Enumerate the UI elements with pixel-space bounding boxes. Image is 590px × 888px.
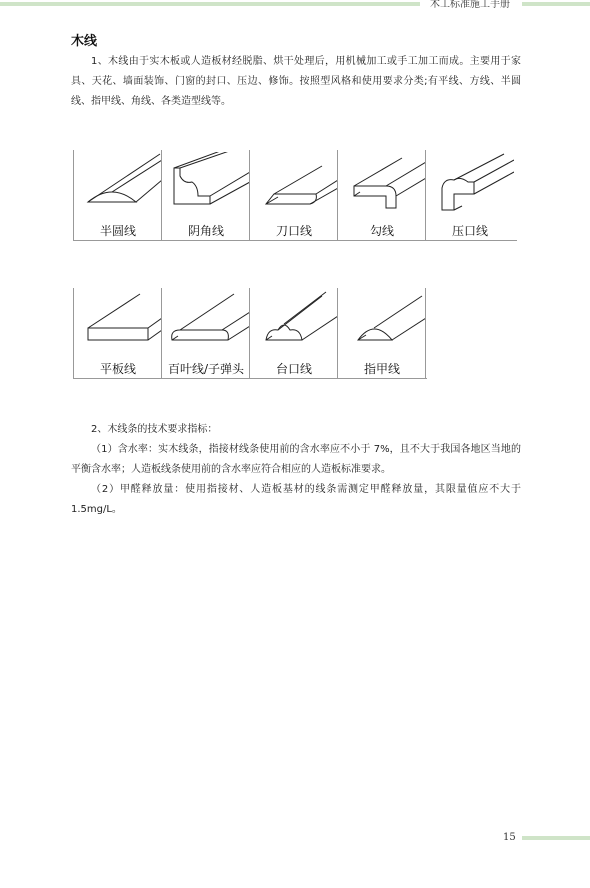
table-edge-profile-drawing — [252, 290, 338, 358]
half-round-profile-drawing — [76, 152, 162, 220]
knife-edge-profile-drawing — [252, 152, 338, 220]
profile-cell — [161, 150, 250, 240]
footer-rule — [522, 836, 590, 840]
profile-cell — [161, 288, 250, 378]
hook-profile-drawing — [340, 152, 426, 220]
press-edge-profile-drawing — [428, 152, 514, 220]
profile-label: 阴角线 — [187, 224, 224, 238]
profile-label: 刀口线 — [275, 224, 312, 238]
requirements-block — [71, 420, 521, 520]
fingernail-profile-drawing — [340, 290, 426, 358]
profile-cell — [73, 288, 162, 378]
requirements-title: 2、木线条的技术要求指标： — [91, 424, 218, 435]
profile-cell — [249, 288, 338, 378]
header-title: 木工标准施工手册 — [430, 0, 510, 10]
flat-profile-drawing — [76, 290, 162, 358]
cove-profile-drawing — [164, 152, 250, 220]
profile-cell — [337, 288, 426, 378]
profile-grid-row2-end — [425, 288, 426, 378]
intro-paragraph: 1、木线由于实木板或人造板材经脱脂、烘干处理后，用机械加工或手工加工而成。主要用于家具、天花、墙面装饰、门窗的封口、压边、修饰。按照型风格和使用要求分类;有平线、方线、半圆线、指甲线、角线、各类造型线等。 — [71, 56, 521, 107]
profile-label: 台口线 — [275, 362, 312, 376]
profile-label: 百叶线/子弹头 — [167, 362, 245, 376]
profile-cell — [425, 150, 514, 240]
profile-label: 压口线 — [451, 224, 488, 238]
requirement-formaldehyde: （2）甲醛释放量：使用指接材、人造板基材的线条需测定甲醛释放量，其限量值应不大于 1.5mg/L。 — [71, 484, 521, 515]
profile-grid-row2-baseline — [73, 378, 427, 379]
profile-label: 指甲线 — [363, 362, 400, 376]
header-rule-right — [522, 2, 590, 6]
profile-cell — [337, 150, 426, 240]
profile-cell — [73, 150, 162, 240]
header-rule-left — [0, 2, 420, 6]
profile-label: 勾线 — [369, 224, 394, 238]
page-number: 15 — [503, 832, 516, 843]
profile-label: 半圆线 — [99, 224, 136, 238]
profile-cell — [249, 150, 338, 240]
profile-label: 平板线 — [99, 362, 136, 376]
requirement-moisture: （1）含水率：实木线条，指接材线条使用前的含水率应不小于 7%，且不大于我国各地区当地的平衡含水率；人造板线条使用前的含水率应符合相应的人造板标准要求。 — [71, 444, 521, 475]
section-title: 木线 — [71, 34, 98, 49]
louver-profile-drawing — [164, 290, 250, 358]
profile-grid-row1-baseline — [73, 240, 517, 241]
